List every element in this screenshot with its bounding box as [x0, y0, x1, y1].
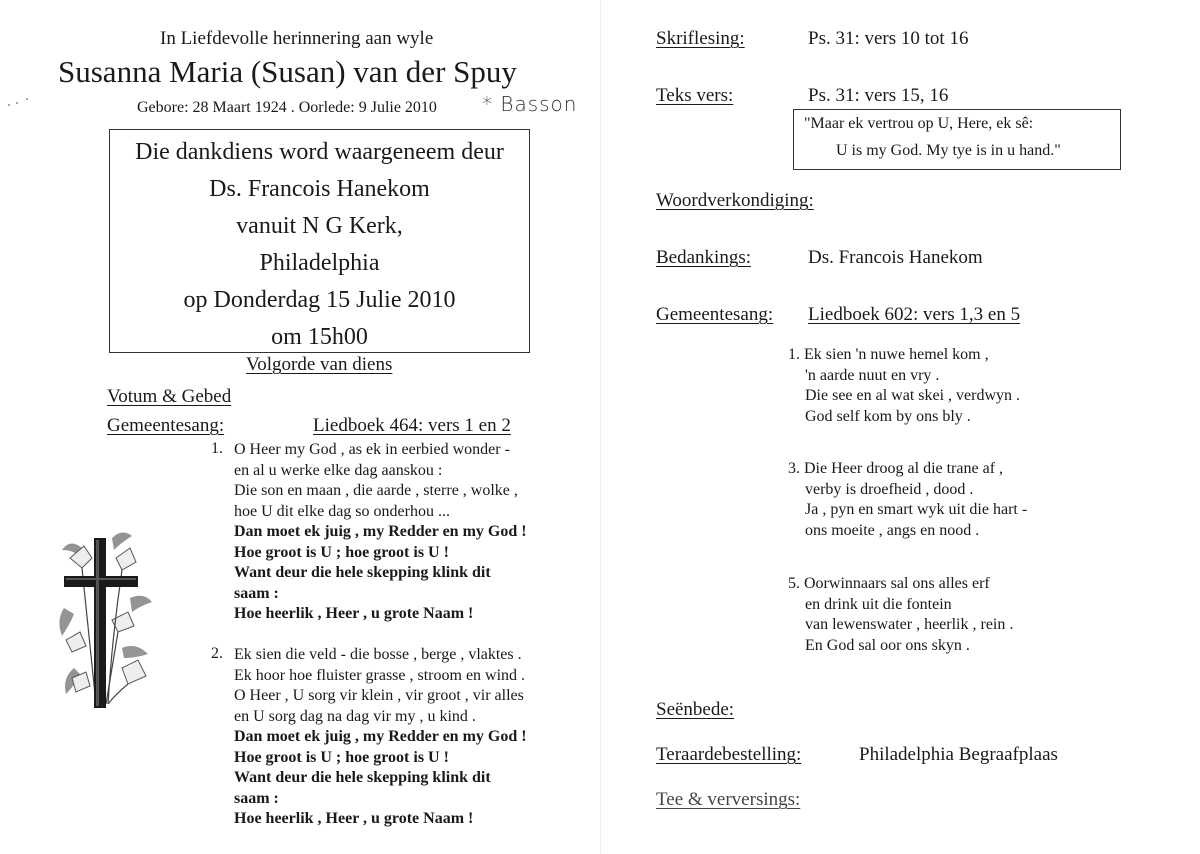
verse-line: ons moeite , angs en nood . — [805, 521, 980, 539]
votum-heading: Votum & Gebed — [107, 386, 232, 407]
right-gemeentesang-value: Liedboek 602: vers 1,3 en 5 — [808, 304, 1021, 325]
verse-line: En God sal oor ons skyn . — [805, 636, 970, 654]
service-line-4: Philadelphia — [259, 250, 380, 276]
scan-speck — [16, 102, 18, 104]
verse-line: Die see en al wat skei , verdwyn . — [805, 387, 1021, 404]
verse-refrain-line: Dan moet ek juig , my Redder en my God ! — [234, 728, 527, 745]
verse-line: verby is droefheid , dood . — [805, 480, 974, 498]
intro-text: In Liefdevolle herinnering aan wyle — [160, 28, 434, 49]
verse-line: Die son en maan , die aarde , sterre , wolke , — [234, 482, 518, 499]
verse-refrain-line: Hoe heerlik , Heer , u grote Naam ! — [234, 605, 474, 622]
bedankings-label: Bedankings: — [656, 247, 751, 268]
verse-line: Ja , pyn en smart wyk uit die hart - — [805, 501, 1028, 518]
verse-refrain-line: saam : — [234, 584, 279, 602]
teraardebestelling-label: Teraardebestelling: — [656, 744, 802, 765]
verse2-text — [234, 645, 527, 830]
teks-vers-label: Teks vers: — [656, 85, 734, 106]
skriflesing-label: Skriflesing: — [656, 28, 745, 49]
cross-with-lilies-illustration — [52, 528, 160, 710]
birth-death-dates: Gebore: 28 Maart 1924 . Oorlede: 9 Julie 2010 — [137, 99, 437, 116]
service-line-2: Ds. Francois Hanekom — [209, 176, 430, 202]
handwritten-note: * Basson — [482, 92, 578, 116]
hymn602-verse-1 — [788, 345, 1020, 427]
teraardebestelling-value: Philadelphia Begraafplaas — [859, 744, 1058, 765]
verse-line: Ek hoor hoe fluister grasse , stroom en wind . — [234, 666, 526, 684]
cross-horizontal-beam — [64, 576, 138, 587]
scan-speck — [26, 98, 28, 100]
service-line-1: Die dankdiens word waargeneem deur — [135, 139, 504, 165]
woordverkondiging-label: Woordverkondiging: — [656, 190, 814, 211]
hymn602-verse-3 — [788, 459, 1027, 541]
seenbede-label: Seënbede: — [656, 699, 735, 720]
verse-line: 3. Die Heer droog al die trane af , — [788, 460, 1004, 477]
verse-refrain-line: Hoe heerlik , Heer , u grote Naam ! — [234, 810, 474, 827]
verse-line: 'n aarde nuut en vry . — [805, 366, 940, 384]
verse-line: 1. Ek sien 'n nuwe hemel kom , — [788, 346, 989, 363]
verse-refrain-line: Want deur die hele skepping klink dit — [234, 769, 491, 786]
skriflesing-value: Ps. 31: vers 10 tot 16 — [808, 28, 969, 49]
quote-line-2: U is my God. My tye is in u hand." — [836, 142, 1061, 159]
left-gemeentesang-label: Gemeentesang: — [107, 415, 225, 436]
left-gemeentesang-value: Liedboek 464: vers 1 en 2 — [313, 415, 511, 436]
verse-line: hoe U dit elke dag so onderhou ... — [234, 502, 450, 520]
bedankings-value: Ds. Francois Hanekom — [808, 247, 983, 268]
verse-refrain-line: saam : — [234, 789, 279, 807]
verse-refrain-line: Hoe groot is U ; hoe groot is U ! — [234, 748, 449, 766]
hymn602-verse-5 — [788, 574, 1013, 656]
order-of-service-heading: Volgorde van diens — [246, 354, 393, 375]
verse-line: en U sorg dag na dag vir my , u kind . — [234, 707, 476, 725]
verse-line: God self kom by ons bly . — [805, 407, 971, 425]
quote-line-1: "Maar ek vertrou op U, Here, ek sê: — [804, 115, 1034, 132]
service-line-6: om 15h00 — [271, 324, 368, 350]
verse-line: en drink uit die fontein — [805, 595, 952, 613]
verse1-text — [234, 440, 527, 625]
verse-line: O Heer , U sorg vir klein , vir groot , vir alles — [234, 687, 524, 704]
verse-line: 5. Oorwinnaars sal ons alles erf — [788, 575, 990, 592]
tee-verversings-label: Tee & verversings: — [656, 789, 801, 810]
page-fold — [600, 0, 601, 854]
verse-line: O Heer my God , as ek in eerbied wonder - — [234, 441, 510, 458]
verse-line: en al u werke elke dag aanskou : — [234, 461, 443, 479]
verse-line: Ek sien die veld - die bosse , berge , vlaktes . — [234, 646, 522, 663]
service-info-text — [109, 134, 530, 356]
verse1-number: 1. — [211, 440, 223, 457]
teks-vers-value: Ps. 31: vers 15, 16 — [808, 85, 949, 106]
scan-speck — [8, 104, 10, 106]
service-line-3: vanuit N G Kerk, — [236, 213, 403, 239]
verse2-number: 2. — [211, 645, 223, 662]
verse-refrain-line: Want deur die hele skepping klink dit — [234, 564, 491, 581]
verse-line: van lewenswater , heerlik , rein . — [805, 616, 1014, 633]
verse-refrain-line: Hoe groot is U ; hoe groot is U ! — [234, 543, 449, 561]
verse-refrain-line: Dan moet ek juig , my Redder en my God ! — [234, 523, 527, 540]
right-gemeentesang-label: Gemeentesang: — [656, 304, 774, 325]
cross-vertical-beam — [94, 538, 106, 708]
service-line-5: op Donderdag 15 Julie 2010 — [183, 287, 456, 313]
deceased-name: Susanna Maria (Susan) van der Spuy — [58, 54, 517, 89]
